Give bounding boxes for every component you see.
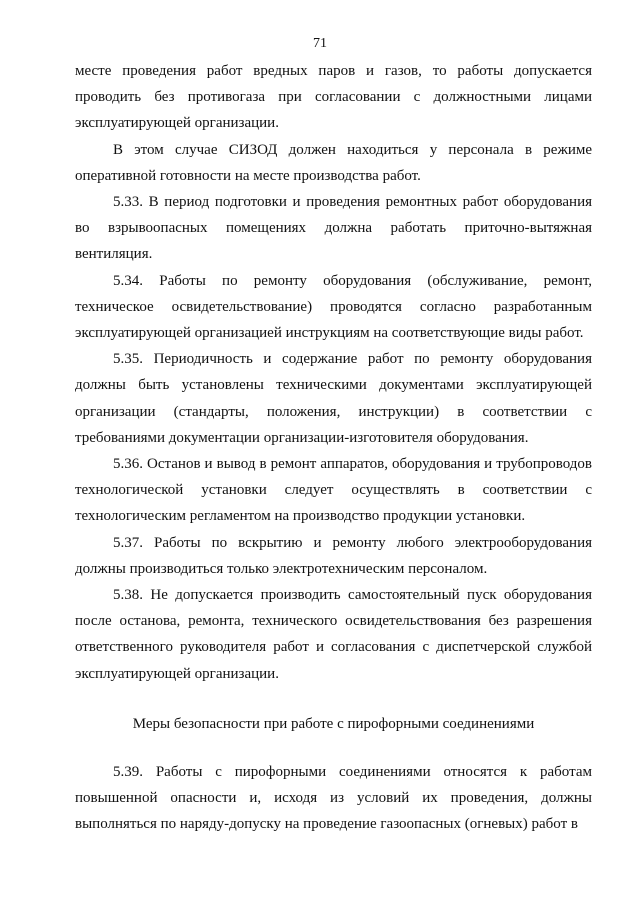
document-body: [75, 58, 592, 837]
page-number: 71: [313, 36, 327, 51]
paragraph-5-33: 5.33. В период подготовки и проведения ремонтных работ оборудования во взрывоопасных помещениях должна работать приточно-вытяжная вентиляция.: [75, 194, 592, 263]
section-heading: Меры безопасности при работе с пирофорными соединениями: [132, 715, 535, 732]
paragraph-5-35: 5.35. Периодичность и содержание работ по ремонту оборудования должны быть установлены техническими документами эксплуатирующей организации (стандарты, положения, инструкции) в соответствии с требованиями документации организации-изготовителя оборудования.: [75, 351, 592, 446]
paragraph-5-37: 5.37. Работы по вскрытию и ремонту любого электрооборудования должны производиться только электротехническим персоналом.: [75, 534, 592, 577]
paragraph-5-39: 5.39. Работы с пирофорными соединениями относятся к работам повышенной опасности и, исходя из условий их проведения, должны выполняться по наряду-допуску на проведение газоопасных (огневых) работ в: [75, 763, 592, 833]
paragraph-sizod: В этом случае СИЗОД должен находиться у персонала в режиме оперативной готовности на месте производства работ.: [75, 141, 592, 184]
paragraph-5-36: 5.36. Останов и вывод в ремонт аппаратов, оборудования и трубопроводов технологической установки следует осуществлять в соответствии с технологическим регламентом на производство продукции установки.: [75, 456, 592, 525]
paragraph-5-34: 5.34. Работы по ремонту оборудования (обслуживание, ремонт, техническое освидетельствование) проводятся согласно разработанным эксплуатирующей организацией инструкциям на соответствующие виды работ.: [75, 272, 592, 342]
paragraph-5-38: 5.38. Не допускается производить самостоятельный пуск оборудования после останова, ремонта, технического освидетельствования без разрешения ответственного руководителя работ и согласования с диспетчерской службой эксплуатирующей организации.: [75, 587, 592, 682]
paragraph-continuation: месте проведения работ вредных паров и газов, то работы допускается проводить без противогаза при согласовании с должностными лицами эксплуатирующей организации.: [75, 63, 592, 132]
